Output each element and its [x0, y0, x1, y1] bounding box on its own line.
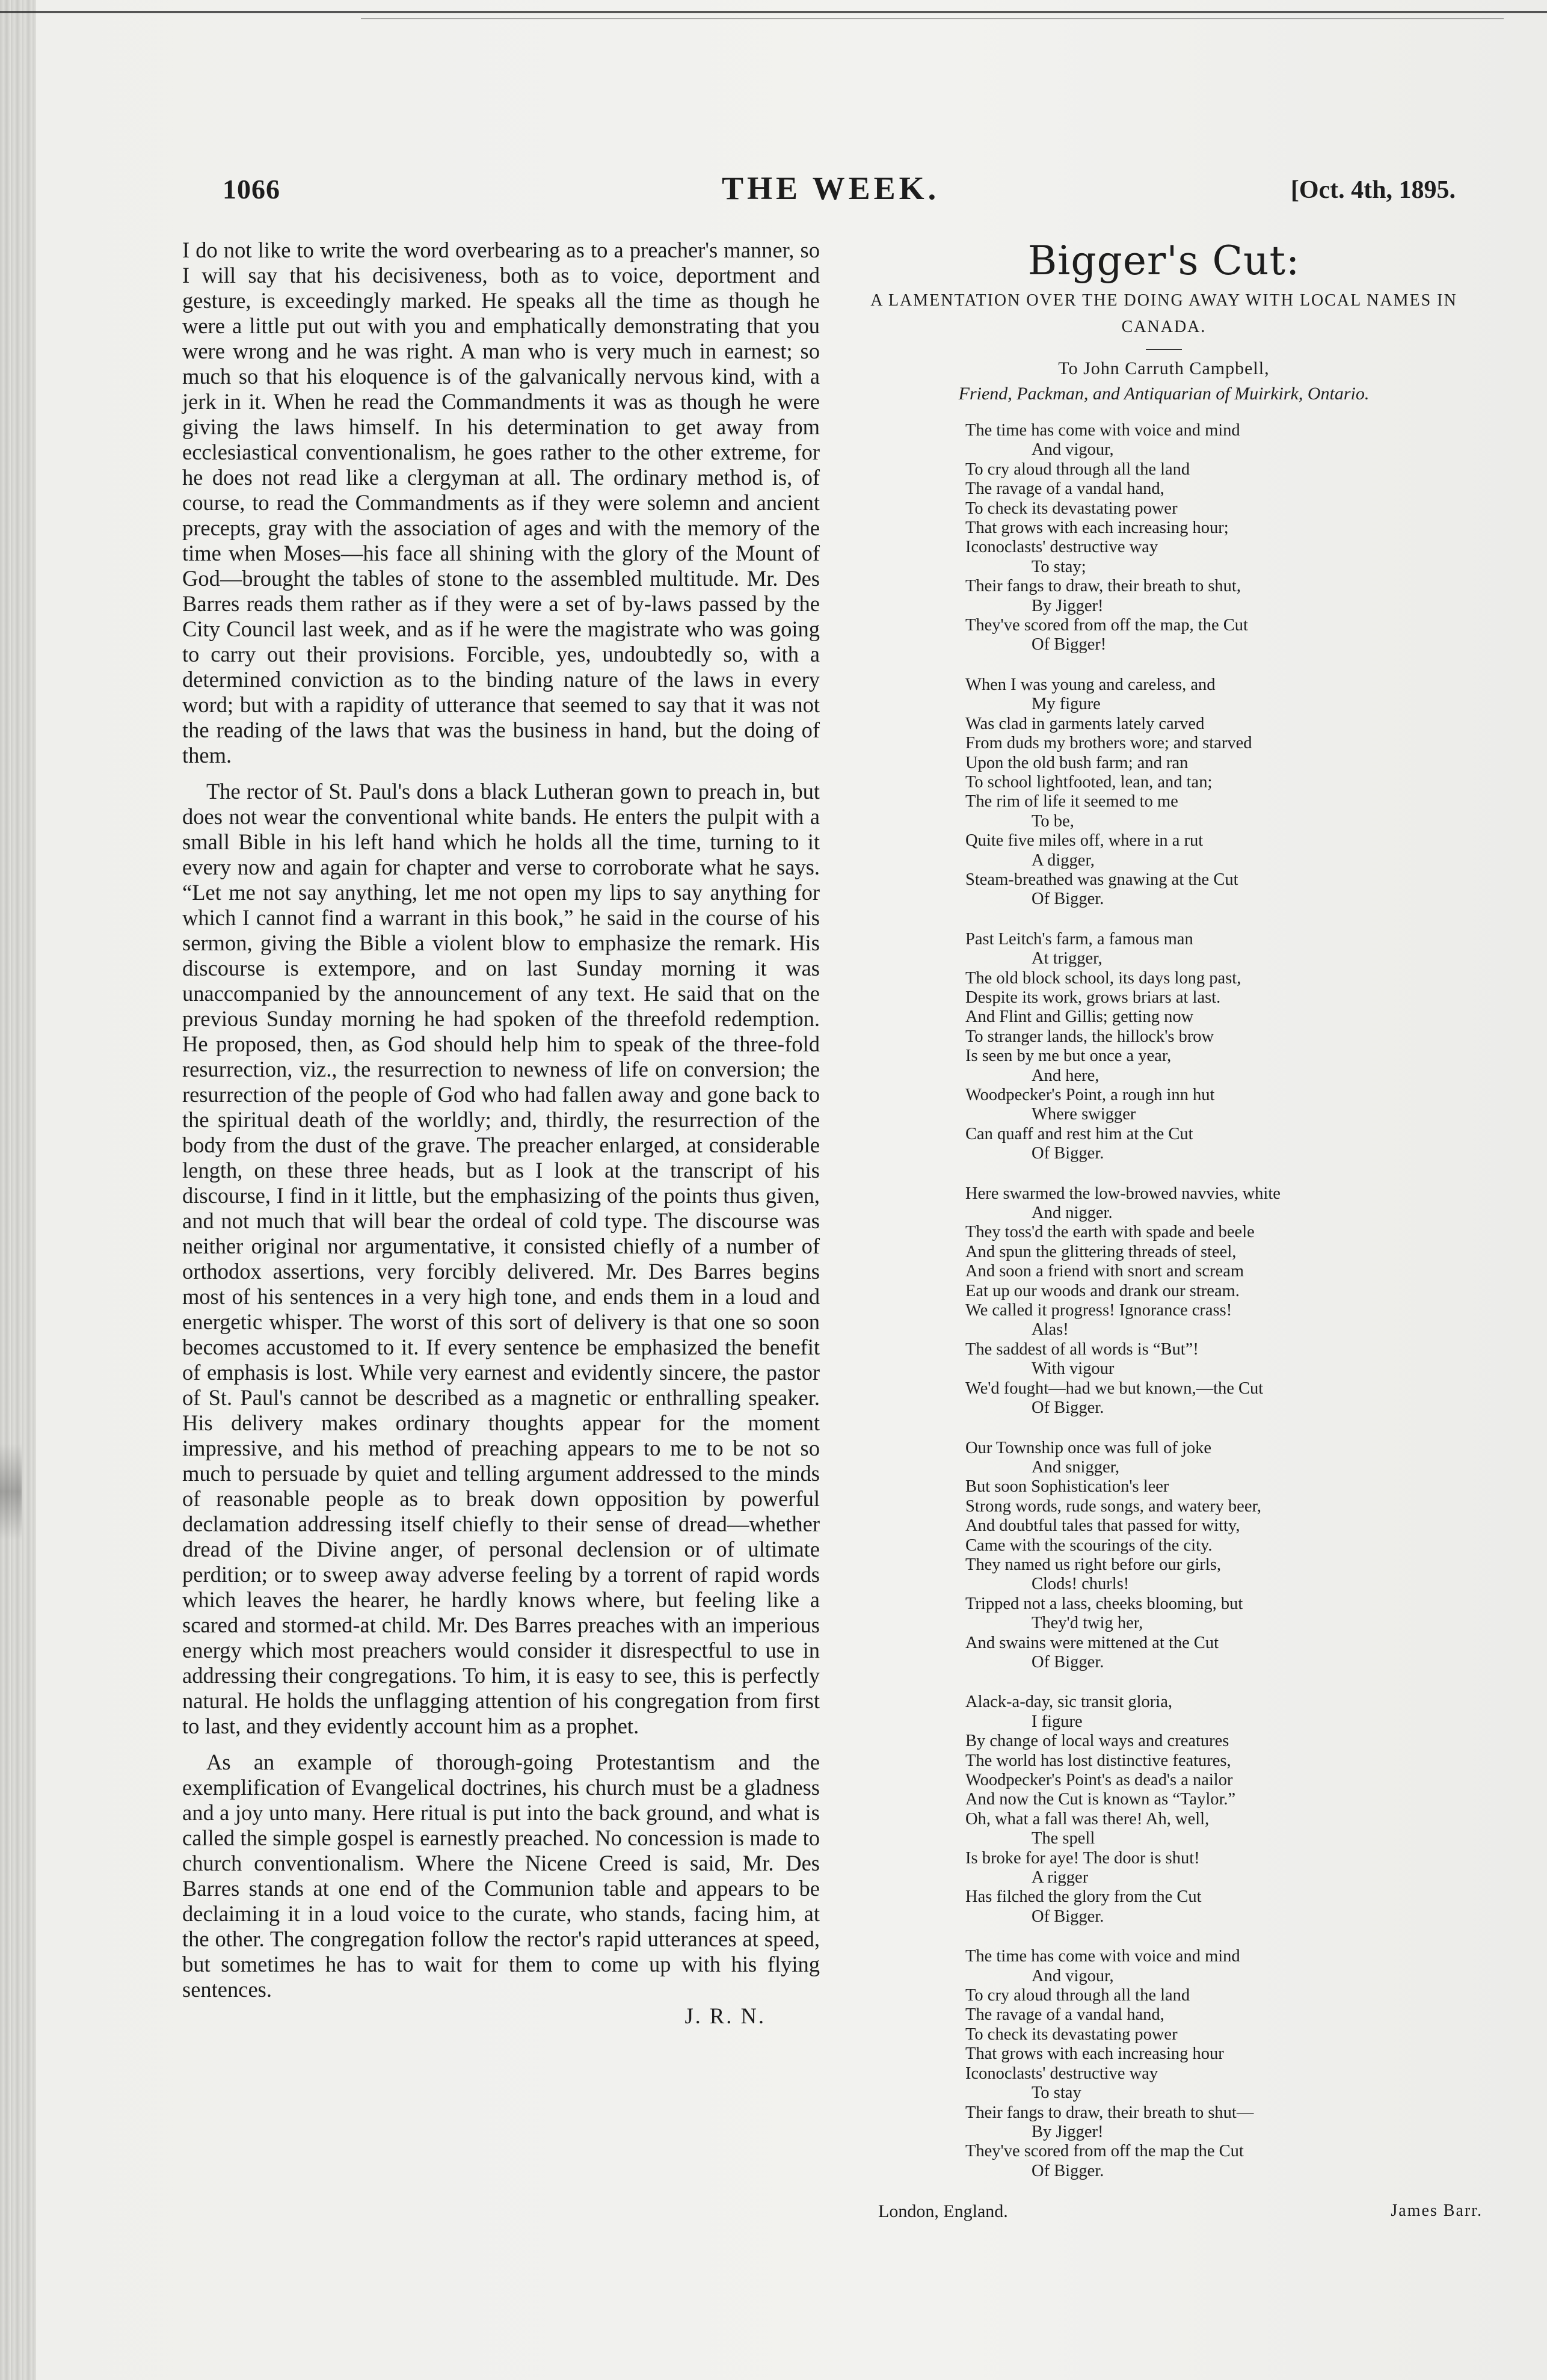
poem-line: To stay [1032, 2083, 1081, 2103]
poem-line: And soon a friend with snort and scream [965, 1262, 1244, 1281]
poem-stanza [965, 1947, 1483, 2181]
poem-line: Came with the scourings of the city. [965, 1536, 1213, 1555]
poem-line: Has filched the glory from the Cut [965, 1887, 1202, 1907]
poem-line: And Flint and Gillis; getting now [965, 1007, 1194, 1027]
poem-line: The rim of life it seemed to me [965, 792, 1178, 811]
poem-line: Of Bigger. [1032, 1398, 1104, 1418]
poem-line: To cry aloud through all the land [965, 460, 1190, 479]
poem-stanza [965, 1693, 1483, 1926]
poem-line: At trigger, [1032, 949, 1103, 968]
poem-line: Of Bigger. [1032, 890, 1104, 909]
poem-line: Of Bigger. [1032, 1907, 1104, 1926]
poem-line: The time has come with voice and mind [965, 421, 1240, 440]
poem-line: Is seen by me but once a year, [965, 1047, 1172, 1066]
poem-line: The ravage of a vandal hand, [965, 479, 1164, 499]
poem-dedication: To John Carruth Campbell, [1058, 358, 1270, 378]
poem-line: I figure [1032, 1712, 1083, 1731]
poem-place: London, England. [878, 2201, 1008, 2222]
page-header [180, 170, 1462, 221]
poem-line: A digger, [1032, 850, 1095, 870]
poem-line: Their fangs to draw, their breath to shut— [965, 2103, 1254, 2122]
poem-stanzas [845, 421, 1483, 2181]
poem-line: To be, [1032, 811, 1074, 831]
poem-line: From duds my brothers wore; and starved [965, 734, 1252, 753]
poem-line: Iconoclasts' destructive way [965, 538, 1158, 557]
poem-line: Past Leitch's farm, a famous man [965, 929, 1193, 949]
poem-stanza [965, 930, 1483, 1164]
poem-line: And snigger, [1032, 1457, 1120, 1477]
poem-line: The world has lost distinctive features, [965, 1751, 1231, 1770]
poem-line: The ravage of a vandal hand, [965, 2005, 1164, 2025]
poem-column [845, 238, 1483, 2225]
poem-line: But soon Sophistication's leer [965, 1477, 1169, 1496]
poem-line: To check its devastating power [965, 499, 1178, 518]
page-number: 1066 [223, 174, 280, 204]
poem-line: Of Bigger. [1032, 1144, 1104, 1163]
poem-line: They've scored from off the map, the Cut [965, 616, 1248, 635]
poem-line: Where swigger [1032, 1105, 1136, 1124]
poem-line: And vigour, [1032, 440, 1114, 460]
poem-line: They named us right before our girls, [965, 1555, 1222, 1574]
poem-line: Iconoclasts' destructive way [965, 2064, 1158, 2083]
poem-line: And vigour, [1032, 1966, 1114, 1985]
poem-line: When I was young and careless, and [965, 675, 1216, 694]
poem-line: Can quaff and rest him at the Cut [965, 1124, 1193, 1143]
poem-line: To school lightfooted, lean, and tan; [965, 772, 1213, 792]
poem-line: To stranger lands, the hillock's brow [965, 1027, 1214, 1046]
poem-line: Alack-a-day, sic transit gloria, [965, 1693, 1172, 1712]
poem-line: We'd fought—had we but known,—the Cut [965, 1379, 1264, 1398]
poem-line: Woodpecker's Point's as dead's a nailor [965, 1771, 1233, 1789]
poem-line: Our Township once was full of joke [965, 1438, 1212, 1457]
poem-subtitle: A LAMENTATION OVER THE DOING AWAY WITH LOCAL NAMES IN CANADA. [870, 291, 1457, 336]
poem-line: To cry aloud through all the land [965, 1986, 1190, 2005]
poem-line: We called it progress! Ignorance crass! [965, 1301, 1232, 1320]
poem-line: And nigger. [1032, 1204, 1113, 1223]
masthead-title: THE WEEK. [722, 170, 940, 206]
poem-line: Clods! churls! [1032, 1575, 1130, 1594]
poem-line: Strong words, rude songs, and watery beer, [965, 1496, 1261, 1516]
poem-line: By Jigger! [1032, 596, 1104, 615]
poem-stanza [965, 421, 1483, 655]
poem-line: Oh, what a fall was there! Ah, well, [965, 1809, 1210, 1828]
poem-line: Upon the old bush farm; and ran [965, 753, 1189, 772]
title-divider [1146, 349, 1182, 350]
poem-line: A rigger [1032, 1868, 1089, 1887]
poem-title: Bigger's Cut: [1027, 238, 1300, 284]
poem-line: That grows with each increasing hour; [965, 518, 1229, 538]
poem-line: The time has come with voice and mind [965, 1947, 1240, 1966]
poem-line: Alas! [1032, 1320, 1069, 1339]
poem-line: And now the Cut is known as “Taylor.” [965, 1790, 1236, 1809]
poem-dedication-description: Friend, Packman, and Antiquarian of Muirkirk, Ontario. [958, 384, 1370, 404]
poem-line: Despite its work, grows briars at last. [965, 988, 1221, 1007]
poem-line: To stay; [1032, 557, 1086, 576]
top-edge-rule [0, 11, 1547, 13]
poem-line: By change of local ways and creatures [965, 1732, 1229, 1751]
poem-line: And spun the glittering threads of steel, [965, 1242, 1237, 1261]
article-paragraph: The rector of St. Paul's dons a black Lutheran gown to preach in, but does not wear the conventional white bands. He enters the pulpit with a small Bible in his left hand which he holds all the time, turning to it every now and again for chapter and verse to corroborate what he says. “Let me not say anything, let me not open my lips to say anything for which I cannot find a warrant in this book,” he said in the course of his sermon, giving the Bible a violent blow to emphasize the remark. His discourse is extempore, and on last Sunday morning it was unaccompanied by the announcement of any text. He said that on the previous Sunday morning he had spoken of the threefold redemption. He proposed, then, as God should help him to speak of the three-fold resurrection, viz., the resurrection to newness of life on conversion; the resurrection of the people of God who had fallen away and gone back to the spiritual death of the worldly; and, thirdly, the resurrection of the body from the dust of the grave. The preacher enlarged, at considerable length, on these three heads, but as I look at the transcript of his discourse, I find in it little, but the emphasizing of the points thus given, and not much that will bear the ordeal of cold type. The discourse was neither original nor argumentative, it consisted chiefly of a number of orthodox assertions, very forcibly delivered. Mr. Des Barres begins most of his sentences in a very high tone, and ends them in a loud and energetic whisper. The worst of this sort of delivery is that one so soon becomes accustomed to it. If every sentence be emphasized the benefit of emphasis is lost. While very earnest and evidently sincere, the pastor of St. Paul's cannot be described as a magnetic or enthralling speaker. His delivery makes ordinary thoughts appear for the moment impressive, and his method of preaching appears to me to be not so much to persuade by quiet and telling argument addressed to the minds of reasonable people as to break down opposition by powerful declamation addressing itself chiefly to their sense of dread—whether dread of the Divine anger, of personal declension or of ultimate perdition; or to sweep away adverse feeling by a torrent of rapid words which leaves the hearer, he hardly knows where, but feeling like a scared and stormed-at child. Mr. Des Barres preaches with an imperious energy which most preachers would consider it disrespectful to use in addressing their congregations. To him, it is easy to see, this is perfectly natural. He holds the unflagging attention of his congregation from first to last, and they evidently account him as a prophet. [182, 779, 820, 1738]
poem-line: Of Bigger! [1032, 635, 1107, 654]
poem-author: James Barr. [1391, 2201, 1483, 2221]
issue-date: [Oct. 4th, 1895. [1290, 176, 1456, 204]
poem-line: Their fangs to draw, their breath to shut, [965, 577, 1241, 596]
page-binding-edge [0, 0, 36, 2380]
poem-line: Is broke for aye! The door is shut! [965, 1848, 1200, 1868]
poem-line: They toss'd the earth with spade and beele [965, 1223, 1255, 1242]
poem-line: That grows with each increasing hour [965, 2044, 1224, 2064]
poem-line: Here swarmed the low-browed navvies, white [965, 1184, 1281, 1203]
poem-line: The saddest of all words is “But”! [965, 1339, 1199, 1359]
poem-line: They'd twig her, [1032, 1614, 1143, 1633]
poem-line: Of Bigger. [1032, 2161, 1104, 2180]
poem-stanza [965, 1439, 1483, 1673]
article-paragraph: As an example of thorough-going Protestantism and the exemplification of Evangelical doctrines, his church must be a gladness and a joy unto many. Here ritual is put into the back ground, and what is called the simple gospel is earnestly preached. No concession is made to church conventionalism. Where the Nicene Creed is said, Mr. Des Barres stands at one end of the Communion table and appears to be declaiming it in a loud voice to the curate, who stands, facing him, at the other. The congregation follow the rector's rapid utterances at speed, but sometimes he has to wait for them to come up with his flying sentences. [182, 1750, 820, 2002]
poem-line: Of Bigger. [1032, 1652, 1104, 1671]
poem-line: By Jigger! [1032, 2122, 1104, 2141]
binding-smudge [0, 1444, 22, 1540]
poem-line: And doubtful tales that passed for witty, [965, 1516, 1240, 1536]
poem-line: With vigour [1032, 1359, 1115, 1379]
poem-line: Quite five miles off, where in a rut [965, 831, 1204, 850]
poem-line: Was clad in garments lately carved [965, 714, 1205, 733]
poem-line: To check its devastating power [965, 2025, 1178, 2044]
poem-line: Woodpecker's Point, a rough inn hut [965, 1086, 1215, 1104]
poem-line: Steam-breathed was gnawing at the Cut [965, 870, 1238, 889]
poem-line: Tripped not a lass, cheeks blooming, but [965, 1594, 1243, 1613]
poem-stanza [965, 675, 1483, 909]
article-paragraph: I do not like to write the word overbearing as to a preacher's manner, so I will say that his decisiveness, both as to voice, deportment and gesture, is exceedingly marked. He speaks all the time as though he were a little put out with you and emphatically demonstrating that you were wrong and he was right. A man who is very much in earnest; so much so that his eloquence is of the galvanically nervous kind, with a jerk in it. When he read the Commandments it was as though he were giving the laws himself. In his determination to get away from ecclesiastical conventionalism, he goes rather to the other extreme, for he does not read like a clergyman at all. The ordinary method is, of course, to read the Commandments as if they were solemn and ancient precepts, gray with the association of ages and with the memory of the time when Moses—his face all shining with the glory of the Mount of God—brought the tables of stone to the assembled multitude. Mr. Des Barres reads them rather as if they were a set of by-laws passed by the City Council last week, and as if he were the magistrate who was going to carry out their provisions. Forcible, yes, undoubtedly so, with a determined conviction as to the binding nature of the laws in every word; but with a rapidity of utterance that seemed to say that it was not the reading of the laws that was the business in hand, but the doing of them. [182, 238, 820, 767]
poem-line: And swains were mittened at the Cut [965, 1633, 1219, 1652]
top-edge-rule-secondary [361, 18, 1504, 19]
poem-line: They've scored from off the map the Cut [965, 2142, 1244, 2161]
poem-line: My figure [1032, 695, 1101, 714]
poem-stanza [965, 1184, 1483, 1418]
poem-line: The spell [1032, 1829, 1095, 1848]
article-signature: J. R. N. [684, 2003, 766, 2028]
article-column [182, 238, 820, 2029]
poem-line: And here, [1032, 1066, 1100, 1085]
poem-line: The old block school, its days long past, [965, 968, 1241, 988]
poem-footer [845, 2201, 1483, 2225]
poem-line: Eat up our woods and drank our stream. [965, 1281, 1240, 1300]
